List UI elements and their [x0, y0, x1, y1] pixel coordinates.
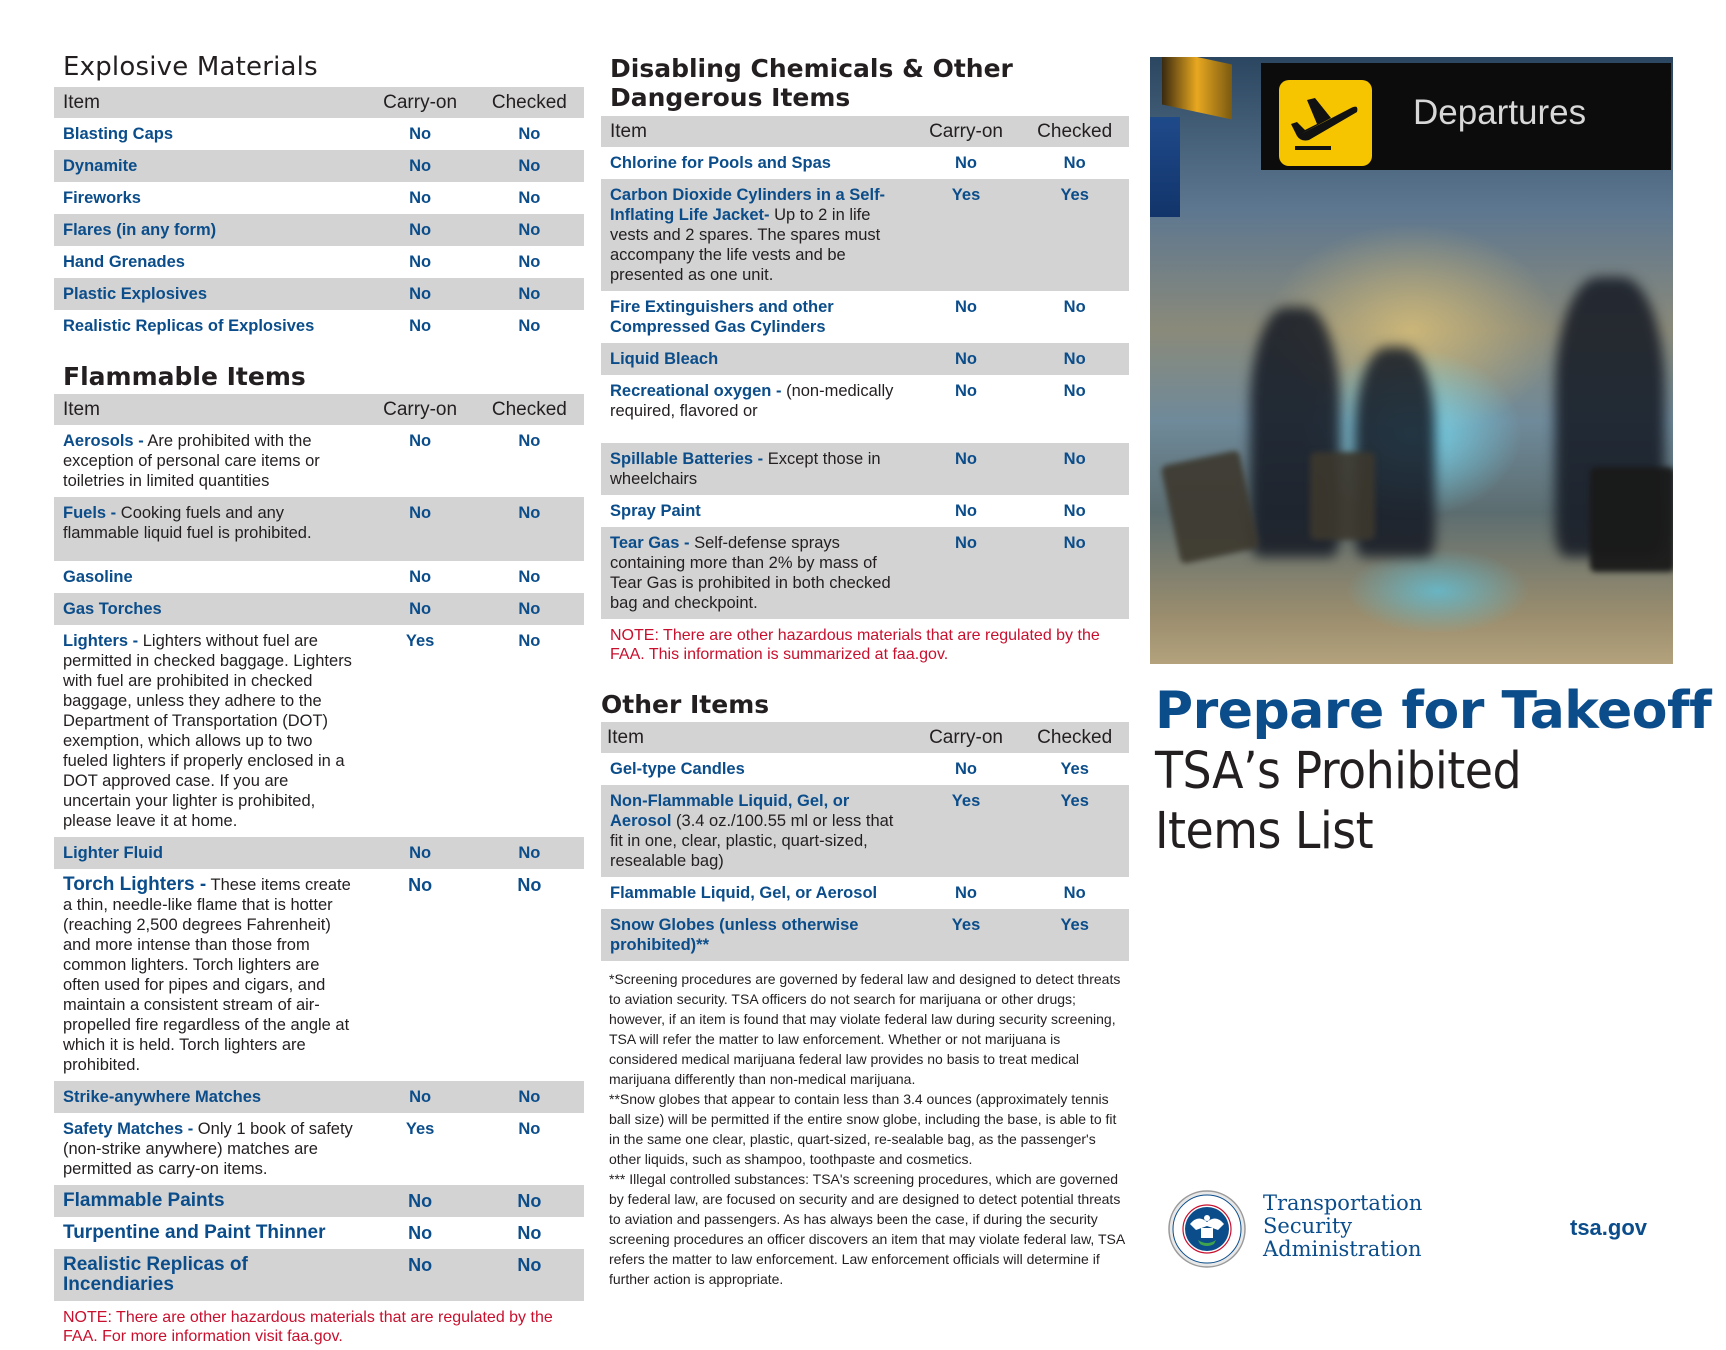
footnote-snow-globes: **Snow globes that appear to contain less than 3.4 ounces (approximately tennis ball size) will be permitted if the entire snow globe, including the base, is able to fit in the same one clear, plastic, quart-sized, re-sealable bag, as the passenger's other liquids, such as shampoo, toothpaste and cosmetics.	[609, 1091, 1117, 1167]
item-name: Strike-anywhere Matches	[63, 1088, 262, 1106]
item-name: Non-Flammable Liquid, Gel, or Aerosol	[610, 792, 850, 830]
item-description: Are prohibited with the exception of personal care items or toiletries in limited quantities	[63, 432, 320, 490]
explosive-title: Explosive Materials	[63, 52, 318, 82]
checked-value: Yes	[1020, 785, 1129, 877]
table-row	[601, 147, 1129, 179]
carry-on-value: No	[365, 1081, 474, 1113]
flammable-faa-note: NOTE: There are other hazardous materials that are regulated by the FAA. For more information visit faa.gov.	[63, 1309, 553, 1345]
table-row	[601, 179, 1129, 291]
item-name: Tear Gas -	[610, 534, 690, 552]
suitcase	[1160, 450, 1259, 564]
item-cell	[54, 593, 365, 625]
item-cell	[54, 561, 365, 593]
carry-on-value: No	[365, 214, 474, 246]
suitcase	[1310, 452, 1375, 540]
carry-on-value: No	[912, 527, 1021, 619]
checked-value: No	[518, 253, 541, 271]
item-cell	[54, 837, 365, 869]
carry-on-value: No	[365, 497, 474, 561]
item-name: Spillable Batteries -	[610, 450, 764, 468]
table-row	[54, 278, 584, 310]
disabling-title-line2: Dangerous Items	[610, 83, 851, 112]
agency-line-1: Transportation	[1263, 1191, 1423, 1215]
carry-on-value: No	[955, 154, 978, 172]
item-name: Gel-type Candles	[610, 760, 745, 778]
item-description: Self-defense sprays containing more than 2% by mass of Tear Gas is prohibited in both checked bag and checkpoint.	[610, 534, 891, 612]
table-row	[601, 877, 1129, 909]
other-table	[601, 722, 1129, 961]
disabling-faa-note: NOTE: There are other hazardous materials that are regulated by the FAA. This information is summarized at faa.gov.	[610, 627, 1100, 663]
table-row	[601, 527, 1129, 619]
item-cell	[54, 1113, 365, 1185]
item-name: Dynamite	[63, 157, 138, 175]
item-name: Spray Paint	[610, 502, 701, 520]
led-board	[1162, 57, 1232, 119]
item-name: Plastic Explosives	[63, 285, 207, 303]
checked-value: No	[475, 497, 584, 561]
checked-value: No	[518, 189, 541, 207]
item-description: Only 1 book of safety (non-strike anywhere) matches are permitted as carry-on items.	[63, 1120, 353, 1178]
checked-value: Yes	[1020, 909, 1129, 961]
item-name: Carbon Dioxide Cylinders in a Self-Inflating Life Jacket-	[610, 186, 886, 224]
website-link[interactable]: tsa.gov	[1570, 1215, 1648, 1240]
header-carry-on: Carry-on	[365, 87, 474, 118]
item-cell	[54, 497, 365, 561]
item-cell	[54, 1217, 365, 1249]
table-row	[54, 310, 584, 342]
checked-value: Yes	[1060, 760, 1089, 778]
item-description: These items create a thin, needle-like flame that is hotter (reaching 2,500 degrees Fahrenheit) and more intense than those from common lighters. Torch lighters are often used for pipes and cigars, and maintain a consistent stream of air-propelled fire regardless of the angle at which it is held. Torch lighters are prohibited.	[63, 876, 351, 1074]
item-cell	[54, 1249, 365, 1301]
item-cell	[601, 147, 912, 179]
cover-subtitle-line1: TSA’s Prohibited	[1155, 742, 1522, 801]
item-name: Gas Torches	[63, 600, 162, 618]
carry-on-value: Yes	[912, 909, 1021, 961]
checked-value: No	[1063, 502, 1086, 520]
item-name: Lighters -	[63, 632, 139, 650]
checked-value: No	[475, 1185, 584, 1217]
footer-brand	[1168, 1190, 1668, 1270]
item-cell	[54, 182, 365, 214]
checked-value: No	[518, 317, 541, 335]
carry-on-value: No	[912, 443, 1021, 495]
carry-on-value: No	[955, 382, 978, 400]
item-name: Blasting Caps	[63, 125, 174, 143]
header-carry-on: Carry-on	[912, 116, 1021, 147]
item-cell	[54, 278, 365, 310]
header-carry-on: Carry-on	[912, 722, 1021, 753]
item-name: Flammable Liquid, Gel, or Aerosol	[610, 884, 878, 902]
cover-subtitle-line2: Items List	[1155, 802, 1374, 861]
header-checked: Checked	[1020, 722, 1129, 753]
departures-sign-text: Departures	[1413, 93, 1587, 132]
item-cell	[601, 291, 912, 343]
suitcase	[1590, 467, 1673, 572]
item-cell	[54, 625, 365, 837]
footnote-controlled-substances: *** Illegal controlled substances: TSA's screening procedures, which are governed by federal law, are focused on security and are designed to detect potential threats to aviation and passengers. As has always been the case, if during the security screening procedures an officer discovers an item that may violate federal law, TSA refers the matter to law enforcement. Law enforcement officials will determine if further action is appropriate.	[609, 1171, 1125, 1287]
item-cell	[54, 118, 365, 150]
item-cell	[601, 375, 912, 443]
carry-on-value: No	[365, 593, 474, 625]
table-row	[54, 1081, 584, 1113]
table-row	[54, 1249, 584, 1301]
header-item: Item	[601, 116, 912, 147]
table-row	[54, 214, 584, 246]
item-name: Realistic Replicas of Incendiaries	[63, 1254, 248, 1295]
item-name: Fuels -	[63, 504, 117, 522]
item-name: Realistic Replicas of Explosives	[63, 317, 315, 335]
table-row	[601, 753, 1129, 785]
table-row	[54, 561, 584, 593]
item-cell	[54, 246, 365, 278]
carry-on-value: No	[365, 1249, 474, 1301]
footnote-screening: *Screening procedures are governed by federal law and designed to detect threats to aviation security. TSA officers do not search for marijuana or other drugs; however, if an item is found that may violate federal law during security screening, TSA will refer the matter to law enforcement. Whether or not marijuana is considered medical marijuana federal law provides no basis to treat medical marijuana differently than non-medical marijuana.	[609, 971, 1121, 1087]
checked-value: No	[518, 1120, 541, 1138]
carry-on-value: No	[409, 432, 432, 450]
flammable-rows	[54, 425, 584, 1301]
agency-line-3: Administration	[1263, 1237, 1422, 1261]
checked-value: No	[475, 214, 584, 246]
flammable-title: Flammable Items	[63, 362, 306, 391]
carry-on-value: No	[912, 343, 1021, 375]
table-row	[54, 150, 584, 182]
item-description: Cooking fuels and any flammable liquid fuel is prohibited.	[63, 504, 312, 542]
carry-on-value: No	[365, 837, 474, 869]
item-cell	[54, 1081, 365, 1113]
disabling-title-line1: Disabling Chemicals & Other	[610, 54, 1013, 83]
checked-value: No	[475, 1081, 584, 1113]
item-cell	[601, 343, 912, 375]
item-name: Flares (in any form)	[63, 221, 217, 239]
checked-value: No	[518, 568, 541, 586]
item-cell	[601, 909, 912, 961]
table-row	[54, 497, 584, 561]
item-name: Snow Globes (unless otherwise prohibited)**	[610, 916, 859, 954]
carry-on-value: No	[955, 884, 978, 902]
table-row	[54, 625, 584, 837]
checked-value: No	[475, 593, 584, 625]
item-name: Fireworks	[63, 189, 141, 207]
disabling-table	[601, 116, 1129, 619]
table-row	[601, 343, 1129, 375]
item-name: Torch Lighters -	[63, 874, 207, 895]
header-checked: Checked	[475, 394, 584, 425]
carry-on-value: Yes	[405, 1120, 435, 1138]
header-item: Item	[54, 394, 365, 425]
item-description: (non-medically required, flavored or	[610, 382, 894, 420]
checked-value: No	[475, 837, 584, 869]
carry-on-value: No	[365, 278, 474, 310]
item-cell	[54, 1185, 365, 1217]
table-row	[54, 246, 584, 278]
table-row	[54, 593, 584, 625]
middle-column	[601, 54, 1129, 1289]
checked-value: No	[1063, 382, 1086, 400]
left-column	[54, 50, 584, 1346]
dhs-seal-icon	[1168, 1190, 1246, 1268]
item-cell	[54, 425, 365, 497]
item-name: Flammable Paints	[63, 1190, 225, 1211]
table-row	[54, 182, 584, 214]
checked-value: Yes	[1020, 179, 1129, 291]
table-row	[54, 118, 584, 150]
table-row	[601, 495, 1129, 527]
table-header	[601, 722, 1129, 753]
table-header	[54, 87, 584, 118]
table-row	[601, 785, 1129, 877]
item-name: Turpentine and Paint Thinner	[63, 1222, 326, 1243]
item-cell	[601, 443, 912, 495]
item-cell	[601, 527, 912, 619]
checked-value: No	[475, 150, 584, 182]
airport-departures-photo	[1150, 57, 1673, 664]
carry-on-value: No	[365, 150, 474, 182]
table-row	[601, 909, 1129, 961]
carry-on-value: No	[365, 1185, 474, 1217]
table-row	[54, 1113, 584, 1185]
item-cell	[54, 310, 365, 342]
header-checked: Checked	[475, 87, 584, 118]
checked-value: No	[1020, 443, 1129, 495]
item-cell	[601, 877, 912, 909]
item-description: Except those in wheelchairs	[610, 450, 881, 488]
item-cell	[601, 495, 912, 527]
carry-on-value: No	[955, 760, 978, 778]
item-name: Liquid Bleach	[610, 350, 719, 368]
flammable-table	[54, 394, 584, 1301]
checked-value: No	[475, 278, 584, 310]
checked-value: No	[1020, 343, 1129, 375]
checked-value: No	[1063, 298, 1086, 316]
checked-value: No	[518, 432, 541, 450]
carry-on-value: No	[409, 189, 432, 207]
checked-value: No	[1063, 884, 1086, 902]
checked-value: No	[1063, 154, 1086, 172]
checked-value: No	[517, 875, 542, 895]
header-item: Item	[54, 87, 365, 118]
disabling-rows	[601, 147, 1129, 619]
table-row	[54, 1217, 584, 1249]
other-title: Other Items	[601, 690, 770, 719]
table-row	[54, 837, 584, 869]
carry-on-value: No	[408, 1223, 433, 1243]
table-row	[601, 291, 1129, 343]
checked-value: No	[517, 1223, 542, 1243]
other-rows	[601, 753, 1129, 961]
item-name: Safety Matches -	[63, 1120, 194, 1138]
checked-value: No	[518, 632, 541, 650]
item-cell	[601, 785, 912, 877]
item-description: Up to 2 in life vests and 2 spares. The spares must accompany the life vests and be presented as one unit.	[610, 206, 881, 284]
checked-value: No	[475, 1249, 584, 1301]
carry-on-value: No	[955, 502, 978, 520]
item-cell	[601, 179, 912, 291]
table-row	[601, 375, 1129, 443]
header-item: Item	[601, 722, 912, 753]
header-checked: Checked	[1020, 116, 1129, 147]
carry-on-value: Yes	[405, 632, 435, 650]
footnotes	[601, 969, 1129, 1289]
table-header	[54, 394, 584, 425]
carry-on-value: Yes	[912, 785, 1021, 877]
table-row	[54, 425, 584, 497]
item-cell	[54, 869, 365, 1081]
explosive-rows	[54, 118, 584, 342]
agency-line-2: Security	[1263, 1214, 1353, 1238]
checked-value: No	[1020, 527, 1129, 619]
carry-on-value: No	[409, 317, 432, 335]
carry-on-value: No	[409, 568, 432, 586]
item-name: Gasoline	[63, 568, 133, 586]
carry-on-value: No	[409, 125, 432, 143]
flight-board	[1150, 117, 1180, 217]
cover-title-block	[1155, 680, 1715, 862]
carry-on-value: No	[409, 253, 432, 271]
table-row	[54, 1185, 584, 1217]
item-cell	[601, 753, 912, 785]
agency-name	[1263, 1192, 1422, 1261]
item-name: Lighter Fluid	[63, 844, 163, 862]
item-name: Fire Extinguishers and other Compressed Gas Cylinders	[610, 298, 834, 336]
table-header	[601, 116, 1129, 147]
explosive-table	[54, 87, 584, 342]
cover-title: Prepare for Takeoff	[1155, 681, 1712, 741]
item-name: Recreational oxygen -	[610, 382, 782, 400]
header-carry-on: Carry-on	[365, 394, 474, 425]
item-name: Hand Grenades	[63, 253, 185, 271]
item-description: (3.4 oz./100.55 ml or less that fit in one, clear, plastic, quart-sized, resealable bag)	[610, 812, 894, 870]
carry-on-value: No	[955, 298, 978, 316]
item-cell	[54, 214, 365, 246]
departures-sign	[1261, 63, 1671, 170]
carry-on-value: Yes	[912, 179, 1021, 291]
checked-value: No	[518, 125, 541, 143]
item-cell	[54, 150, 365, 182]
item-description: Lighters without fuel are permitted in checked baggage. Lighters with fuel are prohibited in checked baggage, unless they adhere to the Department of Transportation (DOT) exemption, which allows up to two fueled lighters if properly enclosed in a DOT approved case. If you are uncertain your lighter is prohibited, please leave it at home.	[63, 632, 352, 830]
carry-on-value: No	[408, 875, 433, 895]
airplane-departure-icon	[1279, 80, 1372, 166]
disabling-title	[601, 54, 1129, 112]
item-name: Chlorine for Pools and Spas	[610, 154, 831, 172]
table-row	[601, 443, 1129, 495]
table-row	[54, 869, 584, 1081]
item-name: Aerosols -	[63, 432, 144, 450]
